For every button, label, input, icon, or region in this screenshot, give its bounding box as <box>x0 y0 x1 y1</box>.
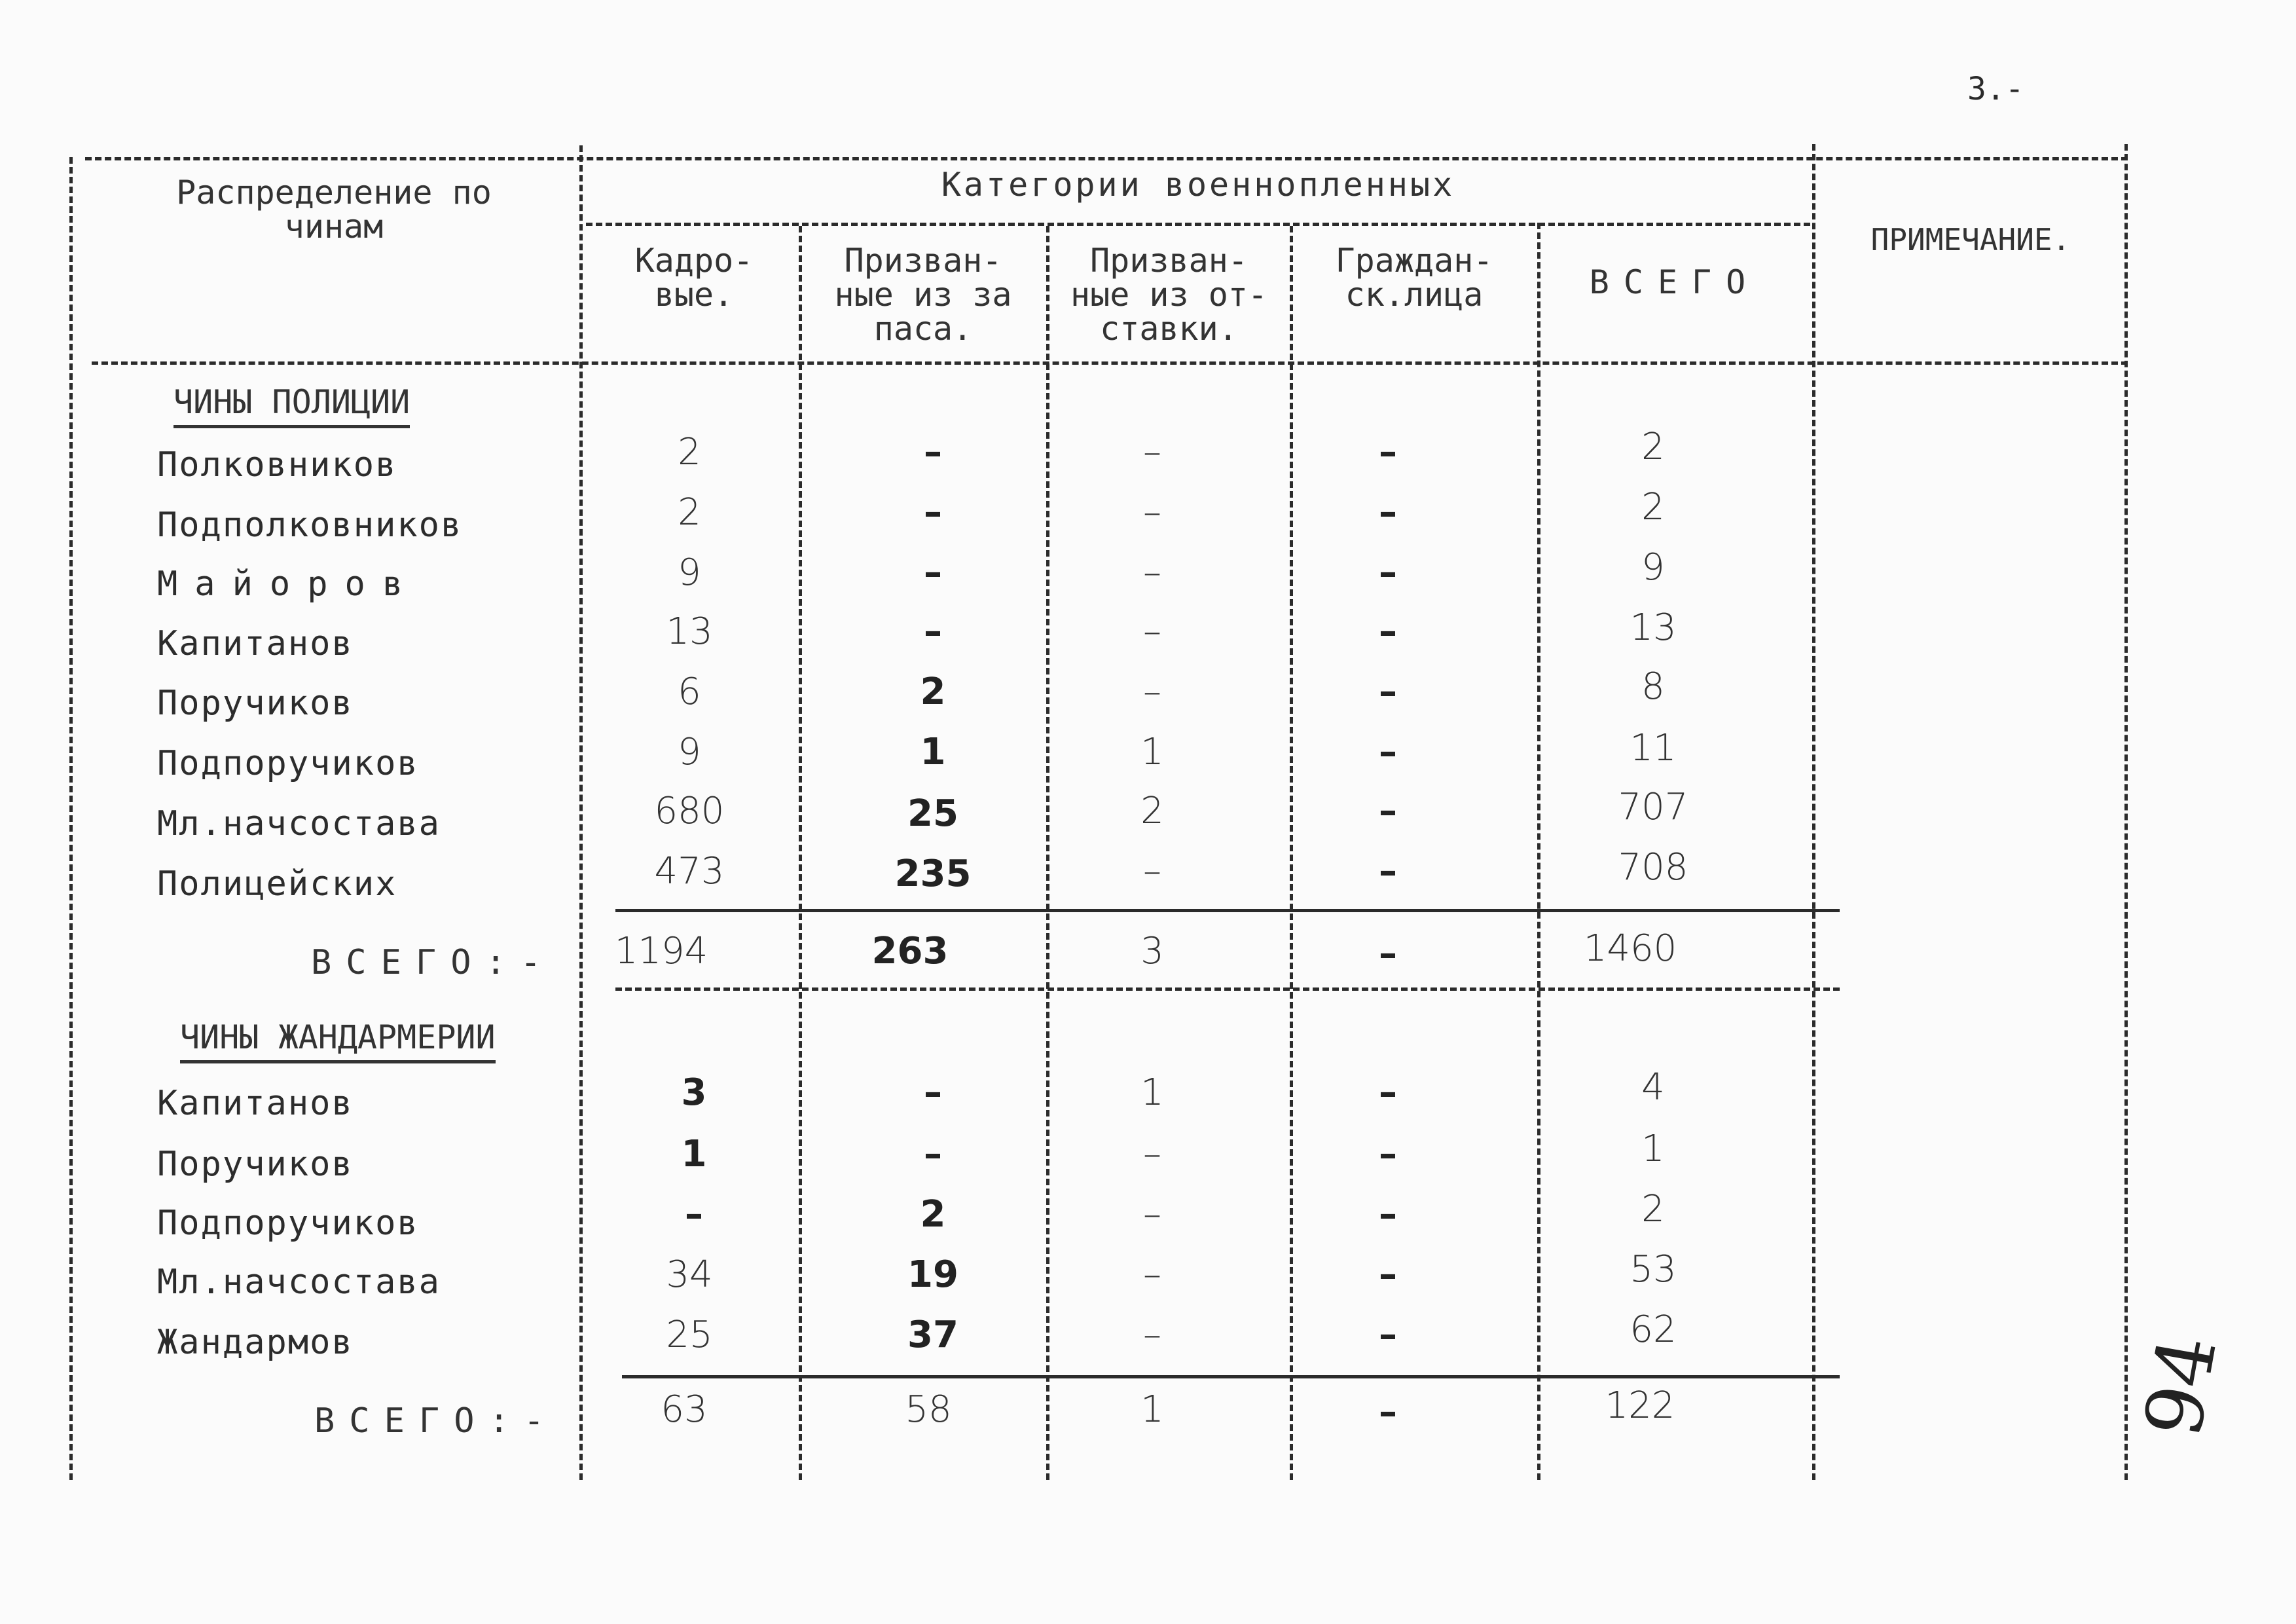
value-cell: – <box>1143 1193 1161 1236</box>
gendarmerie-total-retired: 1 <box>1140 1388 1164 1431</box>
value-cell: 3 <box>681 1071 707 1114</box>
col-divider-1 <box>799 226 802 1480</box>
value-cell: 13 <box>1630 606 1677 649</box>
category-divider <box>586 223 1810 226</box>
value-cell: 1 <box>1641 1128 1665 1170</box>
value-cell: 1 <box>1140 731 1164 773</box>
rank-label: Подпоручиков <box>157 1204 419 1243</box>
value-cell: – <box>924 610 942 653</box>
header-col-civilians: Граждан- ск.лица <box>1335 242 1493 314</box>
col-divider-4 <box>1537 223 1540 1480</box>
value-cell: 1 <box>1140 1071 1164 1114</box>
value-cell: 37 <box>907 1314 958 1356</box>
value-cell: – <box>1379 551 1397 594</box>
value-cell: 9 <box>1641 546 1665 589</box>
value-cell: 9 <box>678 731 701 773</box>
value-cell: – <box>1379 1071 1397 1114</box>
rank-label: Жандармов <box>157 1323 354 1362</box>
value-cell: – <box>1379 1253 1397 1296</box>
value-cell: – <box>924 1133 942 1175</box>
rank-label: Капитанов <box>157 624 354 663</box>
value-cell: 53 <box>1630 1248 1677 1291</box>
value-cell: – <box>1143 431 1161 473</box>
header-bottom-border <box>92 361 2128 365</box>
gendarmerie-total-label: ВСЕГО:- <box>314 1401 559 1441</box>
col-divider-remarks <box>1812 144 1815 1480</box>
value-cell: 4 <box>1641 1066 1665 1109</box>
header-col-total: ВСЕГО <box>1589 263 1760 301</box>
rank-label: Мл.начсостава <box>157 804 441 843</box>
value-cell: 19 <box>907 1253 958 1296</box>
rank-label: Мл.начсостава <box>157 1263 441 1302</box>
archive-sheet-number: 94 <box>2128 1329 2235 1444</box>
value-cell: 2 <box>1140 790 1164 832</box>
value-cell: 2 <box>920 671 946 713</box>
value-cell: 13 <box>666 610 713 653</box>
value-cell: 25 <box>907 792 958 835</box>
value-cell: 62 <box>1630 1308 1677 1351</box>
gendarmerie-total-reserve: 58 <box>905 1388 952 1431</box>
value-cell: 25 <box>666 1314 713 1356</box>
value-cell: 2 <box>1641 486 1665 528</box>
header-col-regular: Кадро- вые. <box>634 242 754 314</box>
page-number: 3.- <box>1967 71 2024 107</box>
table-top-border <box>85 157 2128 160</box>
police-total-all: 1460 <box>1583 927 1677 970</box>
value-cell: 2 <box>920 1193 946 1236</box>
section-title-police: ЧИНЫ ПОЛИЦИИ <box>173 383 410 428</box>
value-cell: 2 <box>678 491 701 534</box>
value-cell: 34 <box>666 1253 713 1296</box>
value-cell: 1 <box>681 1133 707 1175</box>
col-divider-rank <box>579 145 583 1480</box>
rank-label: Полковников <box>157 445 397 485</box>
value-cell: – <box>1379 431 1397 473</box>
value-cell: 8 <box>1641 665 1665 708</box>
value-cell: 1 <box>920 731 946 773</box>
value-cell: – <box>1143 1253 1161 1296</box>
police-total-reserve: 263 <box>871 930 949 972</box>
value-cell: 708 <box>1618 846 1688 889</box>
gendarmerie-total-civilians: – <box>1379 1391 1397 1433</box>
gendarmerie-total-all: 122 <box>1605 1384 1675 1427</box>
rank-label: Полицейских <box>157 864 397 904</box>
gendarmerie-total-regular: 63 <box>661 1388 708 1431</box>
value-cell: 9 <box>678 551 701 594</box>
value-cell: – <box>924 551 942 594</box>
right-border <box>2124 144 2128 1480</box>
rank-label: Поручиков <box>157 684 354 723</box>
value-cell: – <box>685 1193 703 1236</box>
header-col-retired: Призван- ные из от- ставки. <box>1070 242 1268 348</box>
rank-label: Подпоручиков <box>157 744 419 783</box>
value-cell: – <box>924 1071 942 1114</box>
value-cell: – <box>1143 1314 1161 1356</box>
header-remarks: ПРИМЕЧАНИЕ. <box>1870 222 2071 257</box>
value-cell: 680 <box>654 790 725 832</box>
rank-label: Капитанов <box>157 1084 354 1123</box>
value-cell: – <box>1379 671 1397 713</box>
value-cell: 2 <box>1641 1188 1665 1230</box>
rank-label: Подполковников <box>157 506 463 545</box>
value-cell: 235 <box>894 853 972 895</box>
header-distribution: Распределение по чинам <box>176 174 492 246</box>
value-cell: 6 <box>678 671 701 713</box>
value-cell: – <box>1143 610 1161 653</box>
left-border <box>69 157 73 1480</box>
value-cell: 707 <box>1618 786 1688 828</box>
value-cell: – <box>1379 491 1397 534</box>
police-total-label: ВСЕГО:- <box>311 943 556 982</box>
value-cell: 2 <box>1641 426 1665 468</box>
header-categories: Категории военнопленных <box>941 166 1455 204</box>
value-cell: – <box>1379 850 1397 893</box>
section-title-gendarmerie: ЧИНЫ ЖАНДАРМЕРИИ <box>180 1018 496 1063</box>
value-cell: – <box>1143 551 1161 594</box>
value-cell: – <box>924 491 942 534</box>
value-cell: – <box>1379 610 1397 653</box>
value-cell: 11 <box>1630 727 1677 769</box>
police-total-retired: 3 <box>1140 930 1164 972</box>
value-cell: – <box>1379 1314 1397 1356</box>
value-cell: – <box>1143 491 1161 534</box>
gendarmerie-total-top-line <box>622 1375 1840 1378</box>
header-col-reserve: Призван- ные из за паса. <box>834 242 1012 348</box>
value-cell: – <box>1143 1133 1161 1175</box>
police-total-civilians: – <box>1379 932 1397 975</box>
rank-label: Майоров <box>157 564 420 604</box>
value-cell: – <box>1143 850 1161 893</box>
police-total-regular: 1194 <box>614 930 708 972</box>
value-cell: – <box>1379 1133 1397 1175</box>
value-cell: 2 <box>678 431 701 473</box>
value-cell: 473 <box>654 850 725 893</box>
value-cell: – <box>1379 790 1397 832</box>
value-cell: – <box>1379 731 1397 773</box>
value-cell: – <box>1143 671 1161 713</box>
value-cell: – <box>924 431 942 473</box>
rank-label: Поручиков <box>157 1145 354 1184</box>
value-cell: – <box>1379 1193 1397 1236</box>
